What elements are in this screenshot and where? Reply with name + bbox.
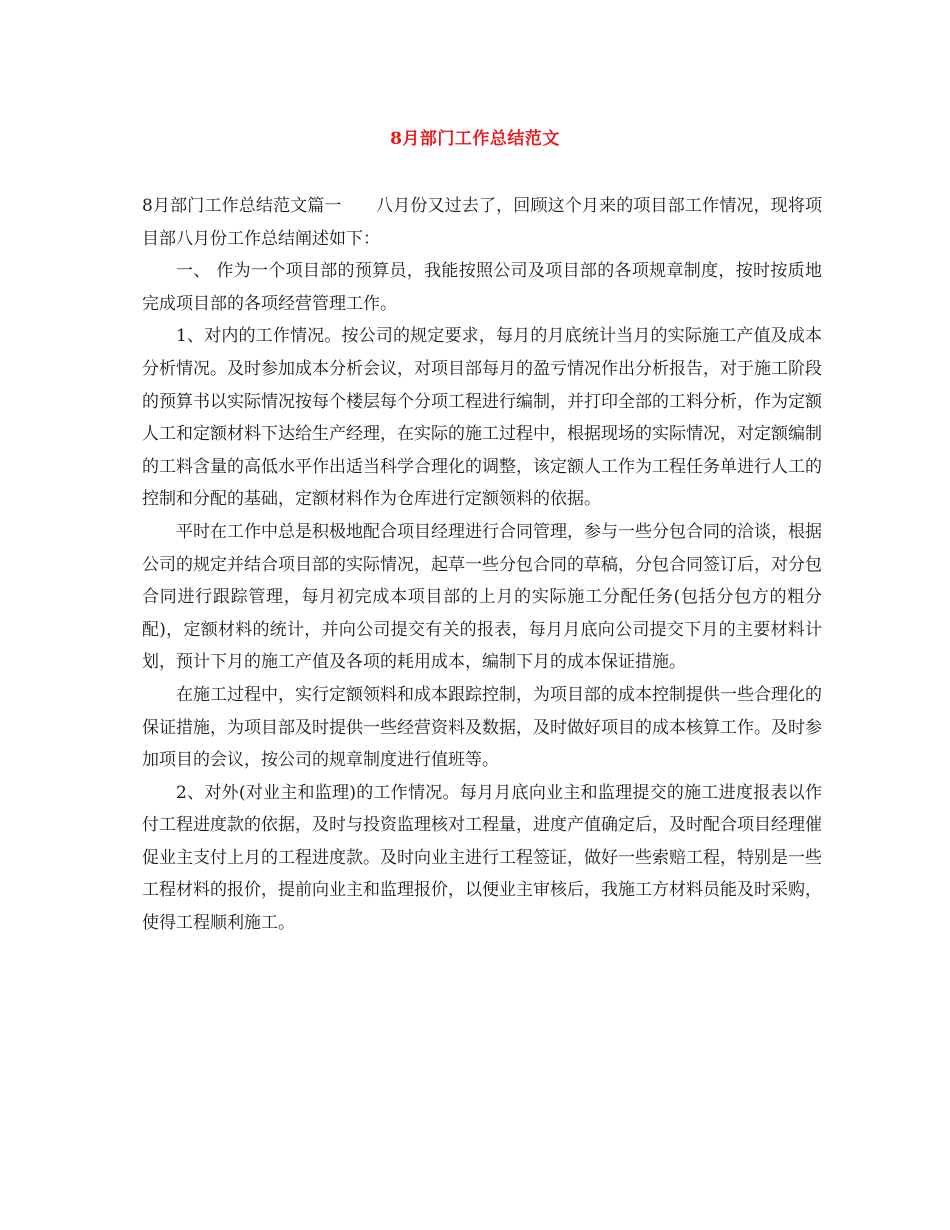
document-body xyxy=(142,190,822,940)
paragraph-external-work: 2、对外(对业主和监理)的工作情况。每月月底向业主和监理提交的施工进度报表以作付工程进度款的依据，及时与投资监理核对工程量，进度产值确定后，及时配合项目经理催促业主支付上月的工程进度款。及时向业主进行工程签证，做好一些索赔工程，特别是一些工程材料的报价，提前向业主和监理报价，以便业主审核后，我施工方材料员能及时采购，使得工程顺利施工。 xyxy=(142,782,822,934)
document-title: 8月部门工作总结范文 xyxy=(390,129,560,149)
paragraph-contract-management: 平时在工作中总是积极地配合项目经理进行合同管理，参与一些分包合同的洽谈，根据公司的规定并结合项目部的实际情况，起草一些分包合同的草稿，分包合同签订后，对分包合同进行跟踪管理，每月初完成本项目部的上月的实际施工分配任务(包括分包方的粗分配)，定额材料的统计，并向公司提交有关的报表，每月月底向公司提交下月的主要材料计划，预计下月的施工产值及各项的耗用成本，编制下月的成本保证措施。 xyxy=(142,521,822,673)
paragraph-intro: 8月部门工作总结范文篇一 八月份又过去了，回顾这个月来的项目部工作情况，现将项目部八月份工作总结阐述如下： xyxy=(142,196,822,249)
paragraph-internal-work: 1、对内的工作情况。按公司的规定要求，每月的月底统计当月的实际施工产值及成本分析情况。及时参加成本分析会议，对项目部每月的盈亏情况作出分析报告，对于施工阶段的预算书以实际情况按每个楼层每个分项工程进行编制，并打印全部的工料分析，作为定额人工和定额材料下达给生产经理，在实际的施工过程中，根据现场的实际情况，对定额编制的工料含量的高低水平作出适当科学合理化的调整，该定额人工作为工程任务单进行人工的控制和分配的基础，定额材料作为仓库进行定额领料的依据。 xyxy=(142,326,822,510)
paragraph-cost-control: 在施工过程中，实行定额领料和成本跟踪控制，为项目部的成本控制提供一些合理化的保证措施，为项目部及时提供一些经营资料及数据，及时做好项目的成本核算工作。及时参加项目的会议，按公司的规章制度进行值班等。 xyxy=(142,684,822,771)
paragraph-section-one: 一、 作为一个项目部的预算员，我能按照公司及项目部的各项规章制度，按时按质地完成项目部的各项经营管理工作。 xyxy=(142,261,822,314)
